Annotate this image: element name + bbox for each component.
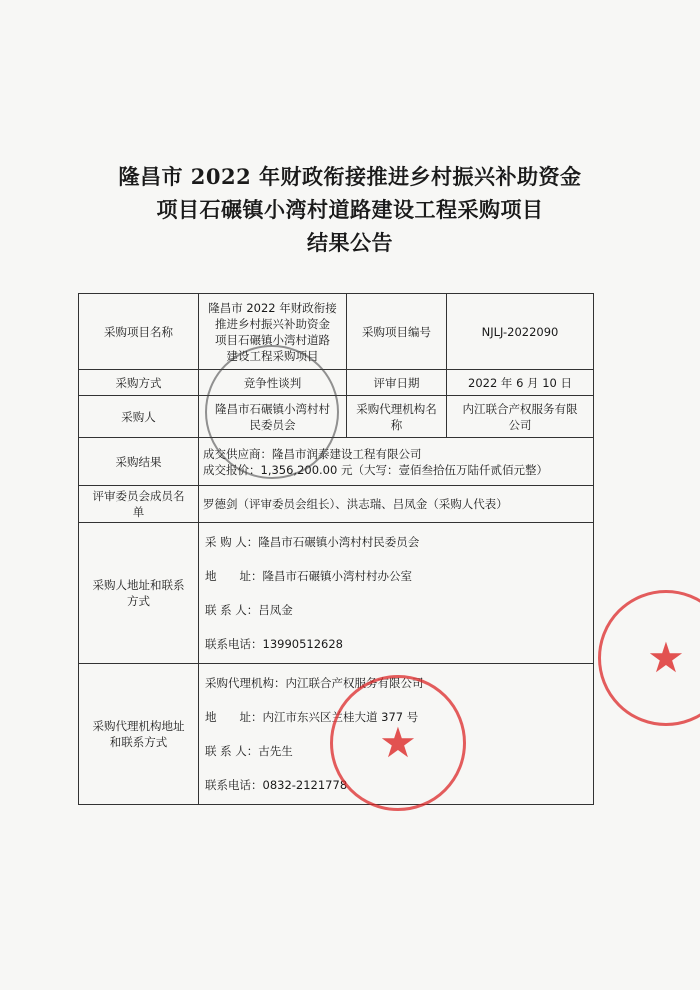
agency-contact-person: 联 系 人：古先生 (205, 744, 293, 758)
purchaser-line: 隆昌市石碾镇小湾村村 (215, 401, 330, 416)
agency-contact-phone: 联系电话：0832-2121778 (205, 778, 348, 792)
agency-name-label-line: 称 (390, 417, 403, 432)
agency-contact-label-line: 和联系方式 (109, 735, 168, 749)
agency-name-line: 公司 (508, 417, 532, 432)
purchaser-line: 民委员会 (249, 417, 296, 432)
row-purchaser (79, 396, 594, 438)
review-date-value: 2022 年 6 月 10 日 (447, 370, 594, 396)
agency-name-line: 内江联合产权服务有限 (462, 401, 578, 416)
purchaser-contact-name: 采 购 人：隆昌市石碾镇小湾村村民委员会 (205, 535, 420, 549)
review-date-label: 评审日期 (347, 370, 447, 396)
agency-name-label (347, 396, 447, 438)
method-value: 竞争性谈判 (199, 370, 347, 396)
row-purchaser-contact (79, 523, 594, 664)
project-name-line: 隆昌市 2022 年财政衔接 (208, 300, 337, 315)
purchaser-contact-address: 地 址：隆昌市石碾镇小湾村村办公室 (205, 569, 412, 583)
result-supplier: 成交供应商：隆昌市润泰建设工程有限公司 (203, 446, 422, 461)
purchaser-value (199, 396, 347, 438)
committee-value: 罗德剑（评审委员会组长）、洪志瑞、吕凤金（采购人代表） (199, 486, 594, 523)
project-no-value: NJLJ-2022090 (447, 294, 594, 370)
agency-name-label-line: 采购代理机构名 (356, 401, 437, 416)
committee-label-line: 评审委员会成员名 (92, 489, 185, 503)
row-result (79, 438, 594, 486)
agency-contact-label-line: 采购代理机构地址 (92, 719, 185, 733)
purchaser-contact-label (79, 523, 199, 664)
purchaser-contact-label-line: 方式 (127, 594, 150, 608)
result-label: 采购结果 (79, 438, 199, 486)
purchaser-contact-value (199, 523, 594, 664)
agency-contact-value (199, 664, 594, 805)
project-name-line: 项目石碾镇小湾村道路 (215, 332, 330, 347)
purchaser-contact-person: 联 系 人：吕凤金 (205, 603, 293, 617)
row-agency-contact (79, 664, 594, 805)
star-icon: ★ (647, 633, 685, 682)
agency-contact-address: 地 址：内江市东兴区兰桂大道 377 号 (205, 710, 419, 724)
project-name-line: 建设工程采购项目 (226, 348, 319, 363)
project-no-label: 采购项目编号 (347, 294, 447, 370)
announcement-table (78, 293, 594, 805)
document-title (0, 160, 700, 259)
title-line-3: 结果公告 (307, 230, 393, 255)
method-label: 采购方式 (79, 370, 199, 396)
project-name-value (199, 294, 347, 370)
result-price: 成交报价：1,356,200.00 元（大写：壹佰叁拾伍万陆仟贰佰元整） (203, 462, 548, 477)
title-line-1: 隆昌市 2022 年财政衔接推进乡村振兴补助资金 (118, 164, 582, 189)
row-committee (79, 486, 594, 523)
purchaser-label: 采购人 (79, 396, 199, 438)
project-name-label: 采购项目名称 (79, 294, 199, 370)
star-icon: ★ (379, 718, 417, 767)
agency-contact-name: 采购代理机构：内江联合产权服务有限公司 (205, 676, 424, 690)
row-project (79, 294, 594, 370)
purchaser-contact-phone: 联系电话：13990512628 (205, 637, 343, 651)
title-line-2: 项目石碾镇小湾村道路建设工程采购项目 (156, 197, 544, 222)
committee-label-line: 单 (132, 505, 145, 519)
agency-name-value (447, 396, 594, 438)
row-method (79, 370, 594, 396)
result-value (199, 438, 594, 486)
margin-red-seal (598, 590, 700, 726)
purchaser-contact-label-line: 采购人地址和联系 (92, 578, 185, 592)
committee-label (79, 486, 199, 523)
project-name-line: 推进乡村振兴补助资金 (215, 316, 330, 331)
agency-contact-label (79, 664, 199, 805)
